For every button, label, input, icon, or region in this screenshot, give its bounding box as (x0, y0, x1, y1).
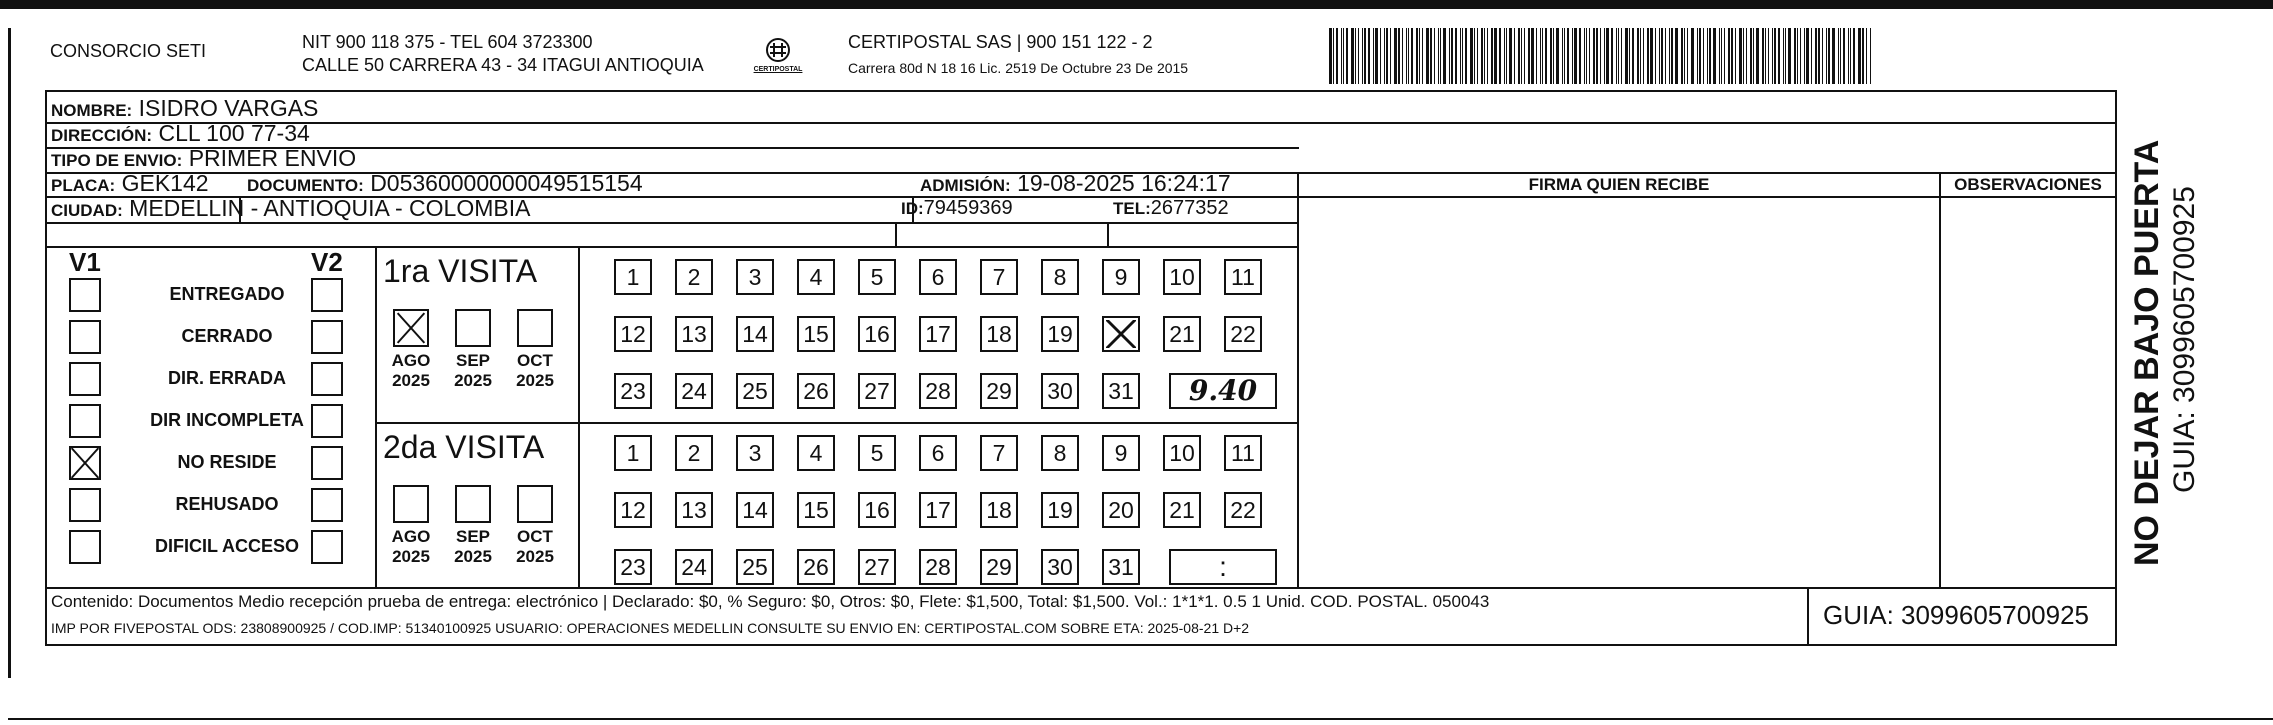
id-value: 79459369 (923, 197, 1013, 219)
day-number: 22 (1230, 497, 1256, 523)
nombre-value: ISIDRO VARGAS (138, 95, 319, 121)
day-box[interactable] (736, 435, 774, 471)
v2-checkbox[interactable] (311, 488, 343, 522)
day-box[interactable] (1041, 549, 1079, 585)
footer-guia: GUIA: 3099605700925 (1823, 600, 2089, 630)
ciudad-cell (51, 194, 530, 225)
day-number: 17 (925, 497, 951, 523)
day-box[interactable] (675, 373, 713, 409)
day-number: 12 (620, 321, 646, 347)
day-number: 9 (1114, 440, 1128, 466)
visit-title: 1ra VISITA (383, 253, 538, 289)
documento-label: DOCUMENTO: (247, 176, 364, 195)
day-number: 2 (687, 264, 701, 290)
id-label: ID: (901, 199, 924, 218)
month-year: 2025 (516, 547, 554, 566)
day-box[interactable] (919, 549, 957, 585)
day-number: 12 (620, 497, 646, 523)
day-number: 4 (809, 264, 823, 290)
tipo-envio-value: PRIMER ENVIO (188, 145, 357, 171)
day-box[interactable] (614, 492, 652, 528)
month-checkbox[interactable] (517, 485, 553, 523)
ciudad-label: CIUDAD: (51, 201, 123, 220)
day-number: 1 (626, 440, 640, 466)
day-number: 19 (1047, 497, 1073, 523)
month-label (387, 527, 435, 567)
month-checkbox[interactable] (455, 485, 491, 523)
day-box[interactable] (797, 435, 835, 471)
day-number: 8 (1053, 440, 1067, 466)
day-box[interactable] (675, 316, 713, 352)
day-number: 10 (1169, 264, 1195, 290)
day-number: 13 (681, 321, 707, 347)
certipostal-logo (748, 34, 808, 82)
day-box[interactable] (1102, 373, 1140, 409)
day-box[interactable] (736, 492, 774, 528)
day-box[interactable] (614, 435, 652, 471)
day-box[interactable] (1163, 492, 1201, 528)
no-dejar-bajo-puerta: NO DEJAR BAJO PUERTA (2128, 139, 2166, 566)
day-box[interactable] (1224, 435, 1262, 471)
month-year: 2025 (454, 547, 492, 566)
day-number: 22 (1230, 321, 1256, 347)
visit-time[interactable]: : (1169, 549, 1277, 585)
v1-checkbox[interactable] (69, 530, 101, 564)
day-box[interactable] (1041, 435, 1079, 471)
v2-checkbox[interactable] (311, 404, 343, 438)
nombre-label: NOMBRE: (51, 101, 133, 120)
status-label: REHUSADO (175, 494, 279, 514)
month-checkbox[interactable] (517, 309, 553, 347)
day-number: 3 (748, 264, 762, 290)
day-box[interactable] (858, 373, 896, 409)
day-number: 23 (620, 378, 646, 404)
barcode (1329, 28, 1872, 84)
day-box[interactable] (797, 373, 835, 409)
month-label (449, 351, 497, 391)
day-box[interactable] (1102, 435, 1140, 471)
day-number: 6 (931, 264, 945, 290)
day-number: 21 (1169, 321, 1195, 347)
month-name: SEP (455, 527, 491, 546)
side-guia: GUIA: 3099605700925 (2168, 186, 2201, 493)
day-box[interactable] (858, 259, 896, 295)
month-name: OCT (517, 351, 553, 370)
v1-checkbox[interactable] (69, 404, 101, 438)
signature-area[interactable] (1300, 198, 1938, 586)
day-number: 18 (986, 497, 1012, 523)
day-number: 19 (1047, 321, 1073, 347)
day-box[interactable] (797, 549, 835, 585)
company-name: CONSORCIO SETI (50, 41, 207, 61)
day-box[interactable] (919, 492, 957, 528)
day-box[interactable] (1041, 492, 1079, 528)
day-number: 2 (687, 440, 701, 466)
nit-line: NIT 900 118 375 - TEL 604 3723300 (302, 32, 593, 52)
day-box[interactable] (980, 435, 1018, 471)
v1-checkbox[interactable] (69, 446, 101, 480)
month-checkbox[interactable] (455, 309, 491, 347)
day-number: 21 (1169, 497, 1195, 523)
footer-contenido: Contenido: Documentos Medio recepción prueba de entrega: electrónico | Declarado: $0, % Seguro: $0, Otros: $0, Flete: $1,500, Total: $1,500. Vol.: 1*1*1. 0.5 1 Unid. COD. POSTAL. 050043 (51, 592, 1490, 611)
day-number: 18 (986, 321, 1012, 347)
v2-checkbox[interactable] (311, 320, 343, 354)
status-label: ENTREGADO (169, 284, 285, 304)
scan-edge-left (8, 28, 11, 678)
footer-imp: IMP POR FIVEPOSTAL ODS: 23808900925 / COD.IMP: 51340100925 USUARIO: OPERACIONES MEDELLIN CONSULTE SU ENVIO EN: CERTIPOSTAL.COM SOBRE ETA: 2025-08-21 D+2 (51, 620, 1250, 636)
month-name: AGO (391, 351, 431, 370)
day-box[interactable] (1102, 316, 1140, 352)
day-number: 5 (870, 264, 884, 290)
day-number: 28 (925, 378, 951, 404)
day-box[interactable] (1224, 492, 1262, 528)
day-box[interactable] (1102, 259, 1140, 295)
day-box[interactable] (980, 373, 1018, 409)
v1-checkbox[interactable] (69, 488, 101, 522)
month-label (449, 527, 497, 567)
v1-header: V1 (69, 247, 101, 277)
day-box[interactable] (614, 549, 652, 585)
placa-value: GEK142 (121, 170, 209, 196)
status-label: NO RESIDE (177, 452, 277, 472)
day-box[interactable] (797, 259, 835, 295)
month-name: SEP (455, 351, 491, 370)
day-box[interactable] (919, 373, 957, 409)
day-box[interactable] (614, 259, 652, 295)
day-number: 7 (992, 264, 1006, 290)
day-number: 10 (1169, 440, 1195, 466)
day-box[interactable] (614, 373, 652, 409)
tipo-envio-label: TIPO DE ENVIO: (51, 151, 183, 170)
v2-header: V2 (311, 247, 343, 277)
day-number: 29 (986, 378, 1012, 404)
day-number: 7 (992, 440, 1006, 466)
scan-edge-bottom (8, 718, 2273, 720)
certipostal-name: CERTIPOSTAL SAS | 900 151 122 - 2 (848, 32, 1153, 52)
address-line: CALLE 50 CARRERA 43 - 34 ITAGUI ANTIOQUIA (302, 55, 704, 75)
day-box[interactable] (1102, 492, 1140, 528)
visit-time[interactable]: 9.40 (1169, 373, 1277, 409)
tel-label: TEL: (1113, 199, 1151, 218)
ciudad-value: MEDELLIN - ANTIOQUIA - COLOMBIA (129, 195, 531, 221)
admision-label: ADMISIÓN: (920, 176, 1011, 195)
day-box[interactable] (675, 549, 713, 585)
day-box[interactable] (1041, 373, 1079, 409)
month-checkbox[interactable] (393, 485, 429, 523)
admision-value: 19-08-2025 16:24:17 (1017, 170, 1231, 196)
day-box[interactable] (675, 492, 713, 528)
documento-value: D05360000000049515154 (370, 170, 643, 196)
day-number: 13 (681, 497, 707, 523)
day-box[interactable] (980, 316, 1018, 352)
day-number: 11 (1231, 440, 1255, 466)
delivery-form (45, 90, 2117, 646)
day-box[interactable] (736, 549, 774, 585)
v2-checkbox[interactable] (311, 446, 343, 480)
day-box[interactable] (858, 492, 896, 528)
day-number: 15 (803, 321, 829, 347)
month-checkbox[interactable] (393, 309, 429, 347)
day-box[interactable] (980, 492, 1018, 528)
day-number: 9 (1114, 264, 1128, 290)
day-box[interactable] (1163, 435, 1201, 471)
day-number: 16 (864, 321, 890, 347)
visit-title: 2da VISITA (383, 429, 545, 465)
day-box[interactable] (980, 549, 1018, 585)
day-box[interactable] (858, 316, 896, 352)
direccion-value: CLL 100 77-34 (158, 120, 310, 146)
v1-checkbox[interactable] (69, 278, 101, 312)
day-box[interactable] (1224, 316, 1262, 352)
day-box[interactable] (980, 259, 1018, 295)
day-number: 26 (803, 378, 829, 404)
day-box[interactable] (797, 492, 835, 528)
direccion-label: DIRECCIÓN: (51, 126, 153, 145)
firma-header: FIRMA QUIEN RECIBE (1528, 175, 1710, 194)
day-number: 16 (864, 497, 890, 523)
month-year: 2025 (454, 371, 492, 390)
day-number: 25 (742, 554, 768, 580)
month-label (387, 351, 435, 391)
day-number: 8 (1053, 264, 1067, 290)
day-number: 1 (626, 264, 640, 290)
status-label: DIR INCOMPLETA (150, 410, 304, 430)
day-box[interactable] (797, 316, 835, 352)
month-year: 2025 (392, 371, 430, 390)
id-cell (901, 194, 1013, 223)
v2-checkbox[interactable] (311, 278, 343, 312)
day-box[interactable] (858, 435, 896, 471)
day-number: 14 (742, 497, 768, 523)
day-box[interactable] (1041, 259, 1079, 295)
day-number: 3 (748, 440, 762, 466)
day-box[interactable] (1163, 259, 1201, 295)
day-number: 30 (1047, 378, 1073, 404)
day-number: 14 (742, 321, 768, 347)
day-number: 17 (925, 321, 951, 347)
day-box[interactable] (614, 316, 652, 352)
month-name: OCT (517, 527, 553, 546)
day-number: 6 (931, 440, 945, 466)
month-year: 2025 (516, 371, 554, 390)
status-label: CERRADO (181, 326, 273, 346)
day-number: 31 (1108, 554, 1134, 580)
tel-cell (1113, 194, 1229, 223)
day-box[interactable] (736, 373, 774, 409)
v2-checkbox[interactable] (311, 530, 343, 564)
day-number: 29 (986, 554, 1012, 580)
top-border (0, 0, 2273, 9)
month-year: 2025 (392, 547, 430, 566)
day-box[interactable] (919, 316, 957, 352)
observaciones-header: OBSERVACIONES (1954, 175, 2102, 194)
day-number: 5 (870, 440, 884, 466)
v1-checkbox[interactable] (69, 320, 101, 354)
day-box[interactable] (1224, 259, 1262, 295)
day-number: 4 (809, 440, 823, 466)
day-box[interactable] (736, 259, 774, 295)
placa-label: PLACA: (51, 176, 116, 195)
day-box[interactable] (675, 435, 713, 471)
day-number: 26 (803, 554, 829, 580)
day-box[interactable] (919, 259, 957, 295)
month-label (511, 527, 559, 567)
day-number: 30 (1047, 554, 1073, 580)
day-box[interactable] (736, 316, 774, 352)
day-number: 27 (864, 554, 890, 580)
observaciones-area[interactable] (1942, 198, 2114, 586)
day-number: 28 (925, 554, 951, 580)
day-number: 20 (1108, 497, 1134, 523)
day-box[interactable] (1041, 316, 1079, 352)
v1-checkbox[interactable] (69, 362, 101, 396)
day-number: 24 (681, 378, 707, 404)
day-box[interactable] (675, 259, 713, 295)
day-number: 11 (1231, 264, 1255, 290)
month-name: AGO (391, 527, 431, 546)
tel-value: 2677352 (1150, 197, 1229, 219)
day-number: 24 (681, 554, 707, 580)
month-label (511, 351, 559, 391)
day-box[interactable] (919, 435, 957, 471)
day-number: 23 (620, 554, 646, 580)
status-label: DIR. ERRADA (167, 368, 286, 388)
day-number: 15 (803, 497, 829, 523)
v2-checkbox[interactable] (311, 362, 343, 396)
day-number: 27 (864, 378, 890, 404)
logo-wordmark: CERTIPOSTAL (753, 66, 803, 73)
status-label: DIFICIL ACCESO (154, 536, 299, 556)
day-number: 25 (742, 378, 768, 404)
certipostal-license: Carrera 80d N 18 16 Lic. 2519 De Octubre 23 De 2015 (848, 60, 1189, 76)
day-box[interactable] (1163, 316, 1201, 352)
day-number: 31 (1108, 378, 1134, 404)
day-box[interactable] (1102, 549, 1140, 585)
day-box[interactable] (858, 549, 896, 585)
